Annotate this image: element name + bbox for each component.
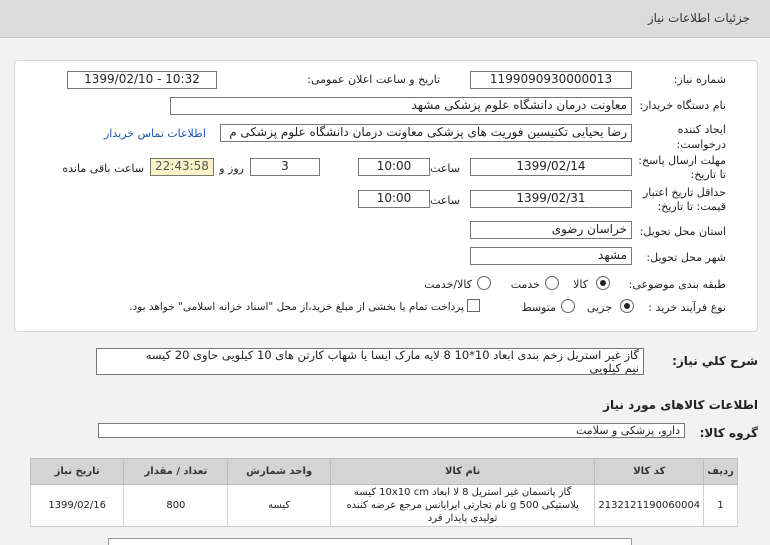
goods-table-header	[31, 459, 738, 485]
row-name: گاز پانسمان غیر استریل 8 لا ابعاد 10x10 cm کیسه پلاستیکی 500 g نام تجارتی ایرایانس مرجع عرضه کننده تولیدی پایدار فرد	[330, 485, 594, 527]
time-remaining-label: ساعت باقی مانده	[62, 162, 144, 175]
goods-group-label: گروه کالا:	[699, 426, 758, 440]
col-index-header: ردیف	[704, 459, 738, 485]
row-date: 1399/02/16	[31, 485, 124, 527]
col-unit-header: واحد شمارش	[228, 459, 330, 485]
category-goods-service-label: کالا/خدمت	[424, 278, 472, 291]
validity-time-label: ساعت	[430, 194, 460, 207]
col-date-header: تاریخ نیاز	[31, 459, 124, 485]
city-label: شهر محل تحویل:	[646, 251, 726, 264]
validity-date-field: 1399/02/31	[470, 190, 632, 208]
page-header	[0, 0, 770, 38]
buyer-org-field: معاونت درمان دانشگاه علوم پزشکی مشهد	[170, 97, 632, 115]
requester-label-line1: ایجاد کننده	[677, 123, 726, 136]
goods-table	[30, 458, 738, 527]
reply-time-label: ساعت	[430, 162, 460, 175]
bottom-partial-field	[108, 538, 632, 545]
reply-deadline-label-line2: تا تاریخ:	[690, 168, 726, 181]
process-medium-label: متوسط	[521, 301, 556, 314]
row-unit: کیسه	[228, 485, 330, 527]
treasury-bonds-checkbox[interactable]	[467, 299, 480, 312]
city-field: مشهد	[470, 247, 632, 265]
category-service-label: خدمت	[510, 278, 540, 291]
process-minor-radio[interactable]	[620, 299, 634, 313]
need-number-field: 1199090930000013	[470, 71, 632, 89]
days-label: روز و	[219, 162, 244, 175]
goods-group-field: دارو، پزشکی و سلامت	[98, 423, 685, 438]
row-qty: 800	[124, 485, 228, 527]
process-medium-radio[interactable]	[561, 299, 575, 313]
reply-time-field: 10:00	[358, 158, 430, 176]
province-label: استان محل تحویل:	[639, 225, 726, 238]
buyer-contact-link[interactable]: اطلاعات تماس خریدار	[104, 127, 206, 140]
validity-label-line1: حداقل تاریخ اعتبار	[642, 186, 726, 199]
goods-section-title: اطلاعات کالاهای مورد نیاز	[603, 398, 758, 412]
row-code: 2132121190060004	[595, 485, 704, 527]
table-row	[31, 485, 738, 527]
category-goods-label: کالا	[573, 278, 588, 291]
time-remaining-field: 22:43:58	[150, 158, 214, 176]
summary-line-2: نیم کیلویی	[589, 361, 639, 375]
purchase-process-label: نوع فرآیند خرید :	[648, 301, 726, 314]
validity-label-line2: قیمت: تا تاریخ:	[657, 200, 726, 213]
days-remaining-field: 3	[250, 158, 320, 176]
requester-field: رضا یحیایی تکنیسین فوریت های پزشکی معاونت درمان دانشگاه علوم پزشکی م	[220, 124, 632, 142]
treasury-bonds-note: پرداخت تمام یا بخشی از مبلغ خرید،از محل "اسناد خزانه اسلامی" خواهد بود.	[129, 301, 464, 313]
province-field: خراسان رضوی	[470, 221, 632, 239]
col-name-header: نام کالا	[330, 459, 594, 485]
summary-field	[96, 348, 644, 375]
category-label: طبقه بندی موضوعی:	[628, 278, 726, 291]
validity-time-field: 10:00	[358, 190, 430, 208]
category-goods-radio[interactable]	[596, 276, 610, 290]
buyer-org-label: نام دستگاه خریدار:	[639, 99, 726, 112]
category-goods-service-radio[interactable]	[477, 276, 491, 290]
requester-label-line2: درخواست:	[676, 138, 726, 151]
page-title: جزئیات اطلاعات نیاز	[647, 11, 750, 25]
col-code-header: کد کالا	[595, 459, 704, 485]
summary-label: شرح کلي نياز:	[672, 354, 758, 368]
announce-datetime-field: 1399/02/10 - 10:32	[67, 71, 217, 89]
process-minor-label: جزیی	[586, 301, 612, 314]
col-qty-header: تعداد / مقدار	[124, 459, 228, 485]
reply-deadline-label-line1: مهلت ارسال پاسخ:	[638, 154, 726, 167]
reply-date-field: 1399/02/14	[470, 158, 632, 176]
need-number-label: شماره نیاز:	[673, 73, 726, 86]
category-service-radio[interactable]	[545, 276, 559, 290]
announce-datetime-label: تاریخ و ساعت اعلان عمومی:	[307, 73, 440, 86]
summary-line-1: گاز غیر استریل زخم بندی ابعاد 10*10 8 لایه مارک ایسا یا شهاب کارتن های 10 کیلویی حاوی 20 کیسه	[145, 348, 639, 362]
row-index: 1	[704, 485, 738, 527]
